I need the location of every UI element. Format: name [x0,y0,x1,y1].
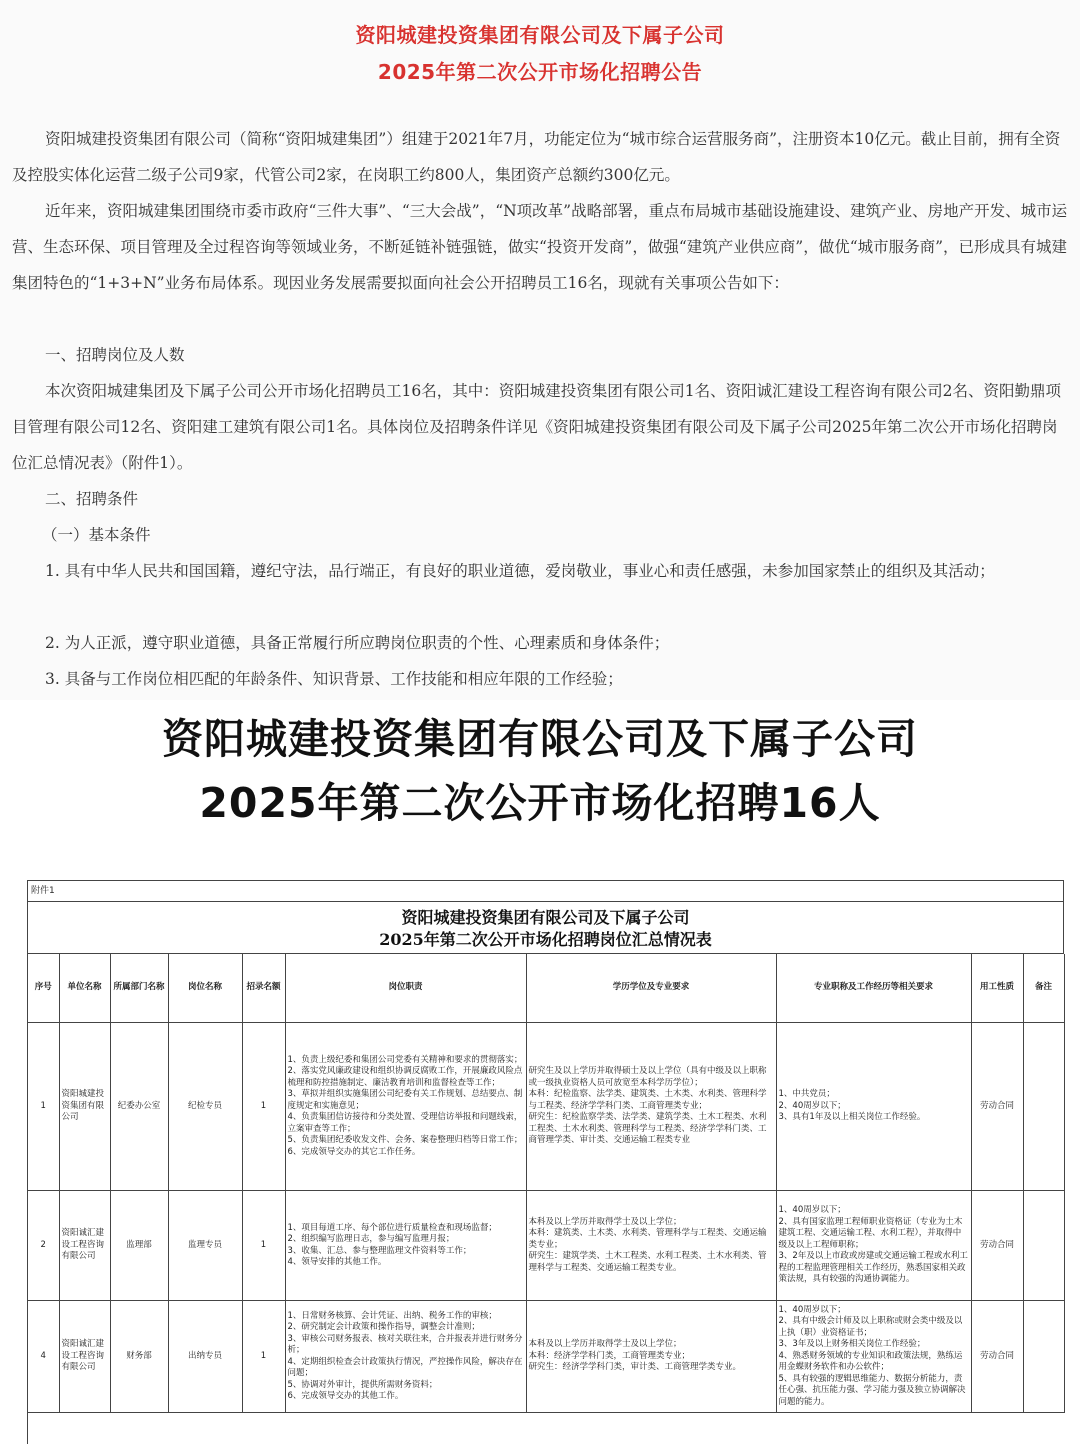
table-row [28,1023,1064,1191]
cell-no: 1 [28,1023,59,1191]
cell-unit: 资阳城建投资集团有限公司 [59,1023,110,1191]
cell-remark [1023,1191,1064,1301]
cell-duties: 1、项目每道工序、每个部位进行质量检查和现场监督； 2、组织编写监理日志，参与编写监理月报； 3、收集、汇总、参与整理监理文件资料等工作； 4、领导安排的其他工作。 [285,1191,526,1301]
cell-count: 1 [242,1023,285,1191]
cell-employment-type: 劳动合同 [971,1023,1023,1191]
annex-label: 附件1 [28,881,1064,902]
table-title-line1: 资阳城建投资集团有限公司及下属子公司 [401,908,690,927]
headline-line1: 资阳城建投资集团有限公司及下属子公司 [162,715,918,763]
section-heading-positions: 一、招聘岗位及人数 [45,346,185,364]
header-no: 序号 [28,954,59,1023]
position-table [28,954,1065,1413]
cell-count: 1 [242,1191,285,1301]
subsection-heading-basic: （一）基本条件 [42,526,151,544]
cell-duties: 1、负责上级纪委和集团公司党委有关精神和要求的贯彻落实； 2、落实党风廉政建设和组织协调反腐败工作，开展廉政风险点梳理和防控措施制定、廉洁教育培训和监督检查等工作； 3、草拟并组织实施集团公司纪委有关工作规划、总结要点、制度规定和实施意见； 4、负责集团信访接待和分类处置、受理信访举报和问题线索，立案审查等工作； 5、负责集团纪委收发文件、会务、案卷整理归档等日常工作； 6、完成领导交办的其它工作任务。 [285,1023,526,1191]
notice-paragraph-business: 近年来，资阳城建集团围绕市委市政府“三件大事”、“三大会战”，“N项改革”战略部署，重点布局城市基础设施建设、建筑产业、房地产开发、城市运营、生态环保、项目管理及全过程咨询等领域业务，不断延链补链强链，做实“投资开发商”，做强“建筑产业供应商”，做优“城市服务商”，已形成具有城建集团特色的“1+3+N”业务布局体系。现因业务发展需要拟面向社会公开招聘员工16名，现就有关事项公告如下： [12,202,1068,292]
header-dept: 所属部门名称 [110,954,168,1023]
cell-count: 1 [242,1301,285,1413]
headline-line2: 2025年第二次公开市场化招聘16人 [199,779,881,827]
cell-requirements: 1、中共党员； 2、40周岁以下； 3、具有1年及以上相关岗位工作经验。 [776,1023,971,1191]
cell-post: 监理专员 [168,1191,242,1301]
notice-paragraph-intro: 资阳城建投资集团有限公司（简称“资阳城建集团”）组建于2021年7月，功能定位为“城市综合运营服务商”，注册资本10亿元。截止目前，拥有全资及控股实体化运营二级子公司9家，代管公司2家，在岗职工约800人，集团资产总额约300亿元。 [12,130,1061,184]
cell-requirements: 1、40周岁以下； 2、具有中级会计师及以上职称或财会类中级及以上执（职）业资格证书； 3、3年及以上财务相关岗位工作经验； 4、熟悉财务领域的专业知识和政策法规，熟练运用金蝶财务软件和办公软件； 5、具有较强的逻辑思维能力、数据分析能力，责任心强、抗压能力强、学习能力强及独立协调解决问题的能力。 [776,1301,971,1413]
cell-education: 本科及以上学历并取得学士及以上学位； 本科：经济学学科门类，工商管理类专业； 研究生：经济学学科门类，审计类、工商管理学类专业。 [526,1301,776,1413]
notice-paragraph-positions: 本次资阳城建集团及下属子公司公开市场化招聘员工16名，其中：资阳城建投资集团有限公司1名、资阳诚汇建设工程咨询有限公司2名、资阳勤鼎项目管理有限公司12名、资阳建工建筑有限公司1名。具体岗位及招聘条件详见《资阳城建投资集团有限公司及下属子公司2025年第二次公开市场化招聘岗位汇总情况表》（附件1）。 [12,382,1061,472]
condition-1: 1. 具有中华人民共和国国籍，遵纪守法，品行端正，有良好的职业道德，爱岗敬业，事业心和责任感强，未参加国家禁止的组织及其活动； [45,562,995,580]
position-summary-sheet [27,880,1064,1444]
table-header-row [28,954,1064,1023]
cell-post: 纪检专员 [168,1023,242,1191]
cell-dept: 财务部 [110,1301,168,1413]
cell-unit: 资阳诚汇建设工程咨询有限公司 [59,1301,110,1413]
header-duties: 岗位职责 [285,954,526,1023]
cell-education: 研究生及以上学历并取得硕士及以上学位（具有中级及以上职称或一级执业资格人员可放宽至本科学历学位）； 本科：纪检监察、法学类、建筑类、土木类、水利类、管理科学与工程类、经济学学科门类、工商管理类专业； 研究生：纪检监察学类、法学类、建筑学类、土木工程类、水利工程类、土木水利类、管理科学与工程类、经济学学科门类、工商管理学类、审计类、交通运输工程类专业 [526,1023,776,1191]
cell-requirements: 1、40周岁以下； 2、具有国家监理工程师职业资格证（专业为土木建筑工程、交通运输工程、水利工程），并取得中级及以上工程师职称； 3、2年及以上市政或房建或交通运输工程或水利工程的工程监理管理相关工作经历，熟悉国家相关政策法规，具有较强的沟通协调能力。 [776,1191,971,1301]
notice-section [0,0,1080,700]
cell-education: 本科及以上学历并取得学士及以上学位； 本科：建筑类、土木类、水利类、管理科学与工程类、交通运输类专业； 研究生：建筑学类、土木工程类、水利工程类、土木水利类、管理科学与工程类、交通运输工程类专业。 [526,1191,776,1301]
notice-title-line2: 2025年第二次公开市场化招聘公告 [377,60,703,84]
section-heading-conditions: 二、招聘条件 [45,490,139,508]
cell-no: 4 [28,1301,59,1413]
header-remark: 备注 [1023,954,1064,1023]
header-post: 岗位名称 [168,954,242,1023]
cell-dept: 纪委办公室 [110,1023,168,1191]
header-employment-type: 用工性质 [971,954,1023,1023]
table-title-line2: 2025年第二次公开市场化招聘岗位汇总情况表 [379,930,712,949]
cell-duties: 1、日常财务核算、会计凭证、出纳、税务工作的审核； 2、研究制定会计政策和操作指导，调整会计准则； 3、审核公司财务报表、核对关联往来，合并报表并进行财务分析； 4、定期组织检查会计政策执行情况，严控操作风险，解决存在问题； 5、协调对外审计，提供所需财务资料； 6、完成领导交办的其他工作。 [285,1301,526,1413]
notice-title-line1: 资阳城建投资集团有限公司及下属子公司 [355,23,725,47]
cell-dept: 监理部 [110,1191,168,1301]
cell-remark [1023,1301,1064,1413]
cell-unit: 资阳诚汇建设工程咨询有限公司 [59,1191,110,1301]
cell-no: 2 [28,1191,59,1301]
cell-employment-type: 劳动合同 [971,1191,1023,1301]
cell-post: 出纳专员 [168,1301,242,1413]
cell-employment-type: 劳动合同 [971,1301,1023,1413]
table-row [28,1191,1064,1301]
header-education: 学历学位及专业要求 [526,954,776,1023]
header-count: 招录名额 [242,954,285,1023]
header-requirements: 专业职称及工作经历等相关要求 [776,954,971,1023]
header-unit: 单位名称 [59,954,110,1023]
cell-remark [1023,1023,1064,1191]
table-row [28,1301,1064,1413]
condition-3: 3. 具备与工作岗位相匹配的年龄条件、知识背景、工作技能和相应年限的工作经验； [45,670,623,688]
condition-2: 2. 为人正派，遵守职业道德，具备正常履行所应聘岗位职责的个性、心理素质和身体条件； [45,634,670,652]
table-title [28,902,1064,954]
